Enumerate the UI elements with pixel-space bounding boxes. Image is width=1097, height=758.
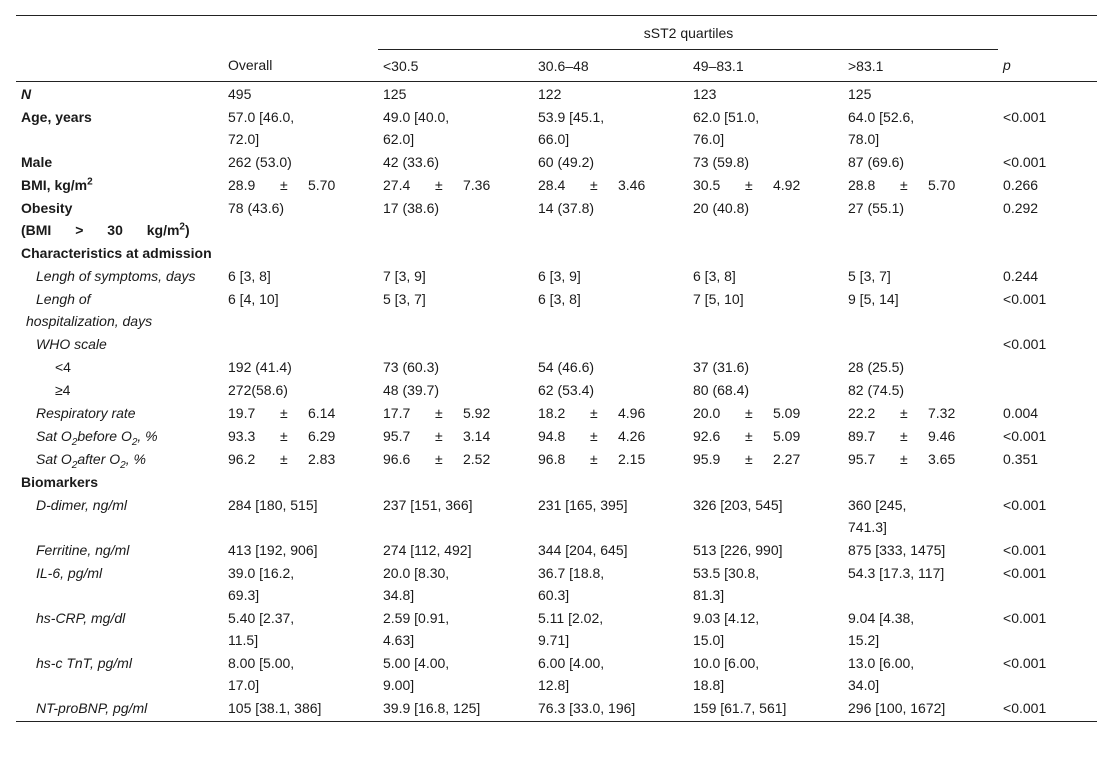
table-cell: 62.0 [51.0, 76.0] <box>693 109 760 147</box>
sd-value: 5.70 <box>308 177 336 193</box>
table-cell: 57.0 [46.0, 72.0] <box>228 109 295 147</box>
sd-value: 3.46 <box>618 177 646 193</box>
table-cell: 296 [100, 1672] <box>843 696 998 722</box>
table-cell: 73 (59.8) <box>693 154 750 170</box>
table-cell: 105 [38.1, 386] <box>223 696 378 722</box>
row-label-resp: Respiratory rate <box>36 405 136 421</box>
table-cell: 53.5 [30.8, 81.3] <box>693 565 760 603</box>
group-header-row <box>16 16 1097 50</box>
sst2-quartiles-table <box>16 15 1097 722</box>
plus-minus: ± <box>745 177 753 193</box>
table-cell: 231 [165, 395] <box>538 497 628 513</box>
table-row <box>16 173 1097 196</box>
table-cell: 10.0 [6.00, 18.8] <box>693 655 760 693</box>
table-cell: 42 (33.6) <box>383 154 440 170</box>
group-header-sst2: sST2 quartiles <box>378 16 998 50</box>
table-cell: 53.9 [45.1, 66.0] <box>538 109 605 147</box>
row-label-ferritine: Ferritine, ng/ml <box>36 542 130 558</box>
table-row <box>16 401 1097 424</box>
row-label-sat-before: Sat $O_2before$ $O_2$, % <box>36 428 158 448</box>
table-cell: 39.9 [16.8, 125] <box>378 696 533 722</box>
table-row <box>16 332 1097 355</box>
table-cell: 122 <box>538 86 562 102</box>
plus-minus: ± <box>280 405 288 421</box>
table-cell: 237 [151, 366] <box>383 497 473 513</box>
row-label-crp: hs-CRP, mg/dl <box>36 610 126 626</box>
table-row <box>16 447 1097 470</box>
table-cell: 0.244 <box>1003 268 1039 284</box>
table-cell: 875 [333, 1475] <box>848 542 946 558</box>
sd-value: 5.09 <box>773 405 801 421</box>
table-cell: <0.001 <box>1003 109 1047 125</box>
col-header-q4: >83.1 <box>843 50 998 82</box>
table-cell: 20.0 [8.30, 34.8] <box>383 565 450 603</box>
table-row <box>16 105 1097 150</box>
table-cell: 14 (37.8) <box>538 200 595 216</box>
sd-value: 2.27 <box>773 451 801 467</box>
column-header-row <box>16 50 1097 82</box>
plus-minus: ± <box>590 451 598 467</box>
table-cell: 49.0 [40.0, 62.0] <box>383 109 450 147</box>
row-label-symptoms: Lengh of symptoms, days <box>36 268 196 284</box>
table-cell: 9.03 [4.12, 15.0] <box>693 610 760 648</box>
table-cell: <0.001 <box>1003 565 1047 581</box>
table-cell: 54 (46.6) <box>538 359 595 375</box>
table-cell: 326 [203, 545] <box>693 497 783 513</box>
table-cell: 272(58.6) <box>228 382 288 398</box>
table-cell: 80 (68.4) <box>693 382 750 398</box>
mean-value: 96.2 <box>228 451 256 467</box>
table-cell: 413 [192, 906] <box>228 542 318 558</box>
plus-minus: ± <box>280 428 288 444</box>
mean-value: 95.7 <box>848 451 876 467</box>
table-row <box>16 287 1097 332</box>
table-cell: 82 (74.5) <box>848 382 905 398</box>
table-cell: 9.04 [4.38, 15.2] <box>848 610 915 648</box>
sd-value: 5.70 <box>928 177 956 193</box>
plus-minus: ± <box>435 405 443 421</box>
row-label-who: WHO scale <box>36 336 107 352</box>
table-cell: 7 [3, 9] <box>383 268 426 284</box>
sd-value: 4.96 <box>618 405 646 421</box>
sd-value: 7.36 <box>463 177 491 193</box>
table-row <box>16 696 1097 722</box>
table-cell: 344 [204, 645] <box>538 542 628 558</box>
table-cell: 6 [3, 8] <box>693 268 736 284</box>
sd-value: 4.26 <box>618 428 646 444</box>
mean-value: 92.6 <box>693 428 721 444</box>
row-label-tnt: hs-c TnT, pg/ml <box>36 655 132 671</box>
plus-minus: ± <box>280 451 288 467</box>
table-cell: 0.292 <box>1003 200 1039 216</box>
col-header-q3: 49–83.1 <box>688 50 843 82</box>
col-header-p: p <box>998 50 1097 82</box>
plus-minus: ± <box>280 177 288 193</box>
mean-value: 30.5 <box>693 177 721 193</box>
table-cell: 5 [3, 7] <box>383 291 426 307</box>
mean-value: 28.8 <box>848 177 876 193</box>
plus-minus: ± <box>900 451 908 467</box>
plus-minus: ± <box>590 428 598 444</box>
table-row <box>16 82 1097 106</box>
table-cell: 274 [112, 492] <box>383 542 472 558</box>
sd-value: 9.46 <box>928 428 956 444</box>
plus-minus: ± <box>745 451 753 467</box>
sd-value: 2.15 <box>618 451 646 467</box>
table-row <box>16 264 1097 287</box>
table-row <box>16 424 1097 447</box>
row-label-ddimer: D-dimer, ng/ml <box>36 497 128 513</box>
plus-minus: ± <box>590 405 598 421</box>
plus-minus: ± <box>900 428 908 444</box>
table-cell: 159 [61.7, 561] <box>688 696 843 722</box>
table-row <box>16 355 1097 378</box>
plus-minus: ± <box>435 451 443 467</box>
col-header-q1: <30.5 <box>378 50 533 82</box>
table-cell: <0.001 <box>1003 655 1047 671</box>
table-cell: 125 <box>848 86 872 102</box>
mean-value: 95.9 <box>693 451 721 467</box>
mean-value: 95.7 <box>383 428 411 444</box>
table-cell: 17 (38.6) <box>383 200 440 216</box>
table-row <box>16 378 1097 401</box>
table-cell: <0.001 <box>1003 291 1047 307</box>
table-container <box>16 15 1097 722</box>
sd-value: 3.65 <box>928 451 956 467</box>
table-cell: 5 [3, 7] <box>848 268 891 284</box>
table-cell: 54.3 [17.3, 117] <box>848 565 945 581</box>
table-cell: 78 (43.6) <box>228 200 285 216</box>
row-label-bmi: BMI, $kg/m^2$ <box>21 176 93 193</box>
table-cell: 125 <box>383 86 407 102</box>
table-cell: 0.266 <box>1003 177 1039 193</box>
sd-value: 6.29 <box>308 428 336 444</box>
table-cell: 62 (53.4) <box>538 382 595 398</box>
table-cell: 5.40 [2.37, 11.5] <box>228 610 295 648</box>
plus-minus: ± <box>435 177 443 193</box>
section-heading-biomarkers: Biomarkers <box>21 474 99 490</box>
table-cell <box>998 355 1097 378</box>
table-cell: 7 [5, 10] <box>693 291 744 307</box>
col-header-overall: Overall <box>223 50 378 82</box>
mean-value: 28.9 <box>228 177 256 193</box>
table-cell: <0.001 <box>1003 428 1047 444</box>
table-cell: 6 [3, 8] <box>538 291 581 307</box>
table-cell: 192 (41.4) <box>228 359 292 375</box>
row-label-age: Age, years <box>21 109 92 125</box>
table-cell: 8.00 [5.00, 17.0] <box>228 655 295 693</box>
plus-minus: ± <box>900 405 908 421</box>
table-cell: 495 <box>228 86 252 102</box>
plus-minus: ± <box>900 177 908 193</box>
row-label-ntprobnp: NT-proBNP, pg/ml <box>16 696 223 722</box>
mean-value: 96.8 <box>538 451 566 467</box>
mean-value: 89.7 <box>848 428 876 444</box>
mean-value: 19.7 <box>228 405 256 421</box>
table-cell: <0.001 <box>1003 610 1047 626</box>
mean-value: 94.8 <box>538 428 566 444</box>
table-cell: 5.00 [4.00, 9.00] <box>383 655 450 693</box>
table-row <box>16 606 1097 651</box>
table-cell: 6 [3, 8] <box>228 268 271 284</box>
row-label-n: N <box>21 86 32 102</box>
table-cell: 27 (55.1) <box>848 200 905 216</box>
table-row <box>16 538 1097 561</box>
table-cell: 76.3 [33.0, 196] <box>533 696 688 722</box>
table-cell: 36.7 [18.8, 60.3] <box>538 565 605 603</box>
table-cell: <0.001 <box>1003 154 1047 170</box>
table-cell: 9 [5, 14] <box>848 291 899 307</box>
table-cell: 262 (53.0) <box>228 154 292 170</box>
table-cell: 0.004 <box>1003 405 1039 421</box>
table-cell: 39.0 [16.2, 69.3] <box>228 565 295 603</box>
section-heading-admission: Characteristics at admission <box>21 245 212 261</box>
table-cell: 5.11 [2.02, 9.71] <box>538 610 604 648</box>
sd-value: 4.92 <box>773 177 801 193</box>
row-label-who-lt4: <4 <box>55 359 71 375</box>
mean-value: 20.0 <box>693 405 721 421</box>
table-cell: 2.59 [0.91, 4.63] <box>383 610 450 648</box>
sd-value: 7.32 <box>928 405 956 421</box>
plus-minus: ± <box>590 177 598 193</box>
sd-value: 2.83 <box>308 451 336 467</box>
mean-value: 93.3 <box>228 428 256 444</box>
table-cell: <0.001 <box>1003 336 1047 352</box>
table-cell: 0.351 <box>1003 451 1039 467</box>
plus-minus: ± <box>745 405 753 421</box>
mean-value: 28.4 <box>538 177 566 193</box>
col-header-q2: 30.6–48 <box>533 50 688 82</box>
sd-value: 2.52 <box>463 451 491 467</box>
plus-minus: ± <box>745 428 753 444</box>
table-cell: 64.0 [52.6, 78.0] <box>848 109 915 147</box>
row-label-il6: IL-6, pg/ml <box>36 565 103 581</box>
table-cell: 6 [3, 9] <box>538 268 581 284</box>
sd-value: 5.92 <box>463 405 491 421</box>
table-cell: 48 (39.7) <box>383 382 440 398</box>
table-row <box>16 493 1097 538</box>
table-cell: 20 (40.8) <box>693 200 750 216</box>
table-cell: 73 (60.3) <box>383 359 440 375</box>
table-row <box>16 150 1097 173</box>
table-row <box>16 196 1097 241</box>
table-cell: <0.001 <box>1003 497 1047 513</box>
plus-minus: ± <box>435 428 443 444</box>
table-row <box>16 651 1097 696</box>
mean-value: 96.6 <box>383 451 411 467</box>
row-label-who-ge4: ≥4 <box>55 382 71 398</box>
table-cell <box>998 82 1097 106</box>
mean-value: 18.2 <box>538 405 566 421</box>
section-row <box>16 470 1097 493</box>
mean-value: 27.4 <box>383 177 411 193</box>
table-cell: <0.001 <box>1003 542 1047 558</box>
table-cell: 513 [226, 990] <box>693 542 783 558</box>
table-cell: 6.00 [4.00, 12.8] <box>538 655 605 693</box>
table-cell: 37 (31.6) <box>693 359 750 375</box>
section-row <box>16 241 1097 264</box>
row-label-male: Male <box>21 154 53 170</box>
table-cell: 13.0 [6.00, 34.0] <box>848 655 915 693</box>
row-label-sat-after: Sat $O_2after$ $O_2$, % <box>36 451 146 471</box>
table-cell: 60 (49.2) <box>538 154 595 170</box>
sd-value: 3.14 <box>463 428 491 444</box>
table-cell: 123 <box>693 86 717 102</box>
table-cell: 6 [4, 10] <box>228 291 279 307</box>
mean-value: 17.7 <box>383 405 411 421</box>
mean-value: 22.2 <box>848 405 876 421</box>
table-row <box>16 561 1097 606</box>
table-cell: 28 (25.5) <box>848 359 905 375</box>
table-cell: 360 [245, 741.3] <box>848 497 907 535</box>
sd-value: 5.09 <box>773 428 801 444</box>
table-cell: <0.001 <box>998 696 1097 722</box>
row-label-obesity: Obesity (BMI > 30 $kg/m^2$) <box>21 200 190 238</box>
row-label-hospitalization: Lengh of hospitalization, days <box>26 291 153 329</box>
table-cell: 284 [180, 515] <box>228 497 318 513</box>
table-cell: 87 (69.6) <box>848 154 905 170</box>
table-cell <box>998 378 1097 401</box>
sd-value: 6.14 <box>308 405 336 421</box>
